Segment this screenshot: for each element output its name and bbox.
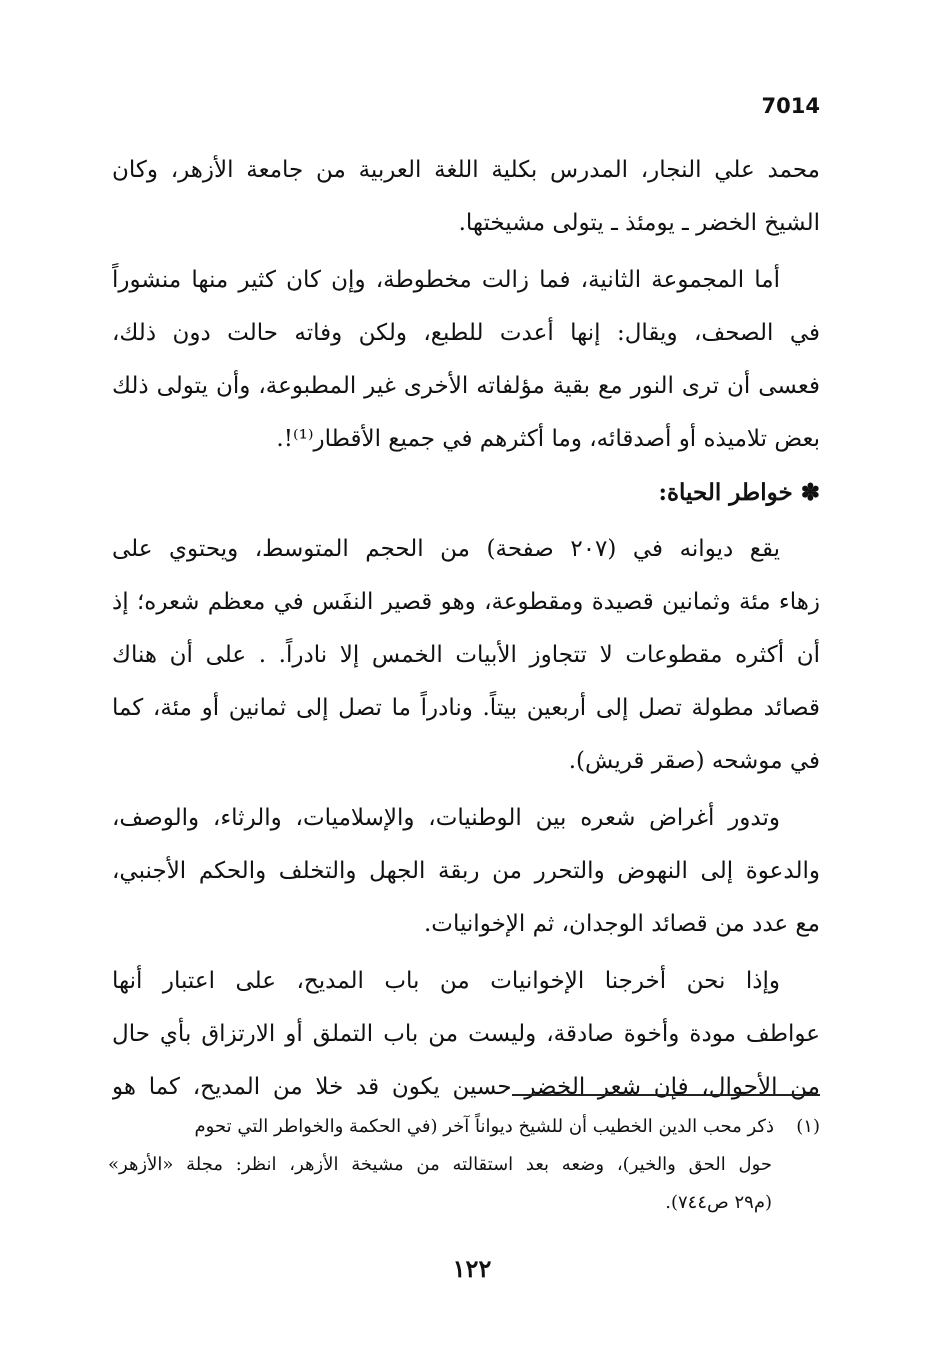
footnote-line <box>108 1108 820 1146</box>
text-line: أما المجموعة الثانية، فما زالت مخطوطة، وإن كان كثير منها منشوراً <box>112 267 780 293</box>
footnotes <box>108 1108 820 1222</box>
text-line: الشيخ الخضر ـ يومئذ ـ يتولى مشيختها. <box>458 210 820 236</box>
text-line: محمد علي النجار، المدرس بكلية اللغة العربية من جامعة الأزهر، وكان <box>112 157 820 183</box>
text-line: عواطف مودة وأخوة صادقة، وليست من باب التملق أو الارتزاق بأي حال <box>112 1021 820 1047</box>
text-line: من الأحوال، فإن شعر الخضر حسين يكون قد خلا من المديح، كما هو <box>112 1074 820 1100</box>
text-line: والدعوة إلى النهوض والتحرر من ربقة الجهل والتخلف والحكم الأجنبي، <box>112 858 820 884</box>
text-line: أن أكثره مقطوعات لا تتجاوز الأبيات الخمس إلا نادراً. . على أن هناك <box>112 642 820 668</box>
section-heading: ✽ خواطر الحياة: <box>658 479 820 506</box>
footnote-line: حول الحق والخير)، وضعه بعد استقالته من مشيخة الأزهر، انظر: مجلة «الأزهر» <box>108 1154 772 1175</box>
footnote-marker: (١) <box>796 1116 820 1137</box>
text-line: زهاء مئة وثمانين قصيدة ومقطوعة، وهو قصير النفَس في معظم شعره؛ إذ <box>112 589 820 615</box>
document-id: 7014 <box>761 94 820 118</box>
text-line: في الصحف، ويقال: إنها أعدت للطبع، ولكن وفاته حالت دون ذلك، <box>112 320 820 346</box>
text-line: وتدور أغراض شعره بين الوطنيات، والإسلاميات، والرثاء، والوصف، <box>112 805 780 831</box>
text-line: بعض تلاميذه أو أصدقائه، وما أكثرهم في جميع الأقطار⁽¹⁾!. <box>276 426 820 452</box>
text-line: يقع ديوانه في (٢٠٧ صفحة) من الحجم المتوسط، ويحتوي على <box>112 536 781 562</box>
footnote-text: ذكر محب الدين الخطيب أن للشيخ ديواناً آخر (في الحكمة والخواطر التي تحوم <box>194 1116 774 1137</box>
text-line: مع عدد من قصائد الوجدان، ثم الإخوانيات. <box>423 911 820 937</box>
text-line: قصائد مطولة تصل إلى أربعين بيتاً. ونادراً ما تصل إلى ثمانين أو مئة، كما <box>112 695 820 721</box>
footnote-line: (م٢٩ ص٧٤٤). <box>665 1192 772 1213</box>
main-text <box>112 144 820 1114</box>
text-line: في موشحه (صقر قريش). <box>568 748 820 774</box>
page-number: ١٢٢ <box>452 1254 492 1283</box>
text-line: فعسى أن ترى النور مع بقية مؤلفاته الأخرى غير المطبوعة، وأن يتولى ذلك <box>112 373 820 399</box>
text-line: وإذا نحن أخرجنا الإخوانيات من باب المديح، على اعتبار أنها <box>112 968 780 994</box>
footnote-divider <box>512 1094 820 1096</box>
